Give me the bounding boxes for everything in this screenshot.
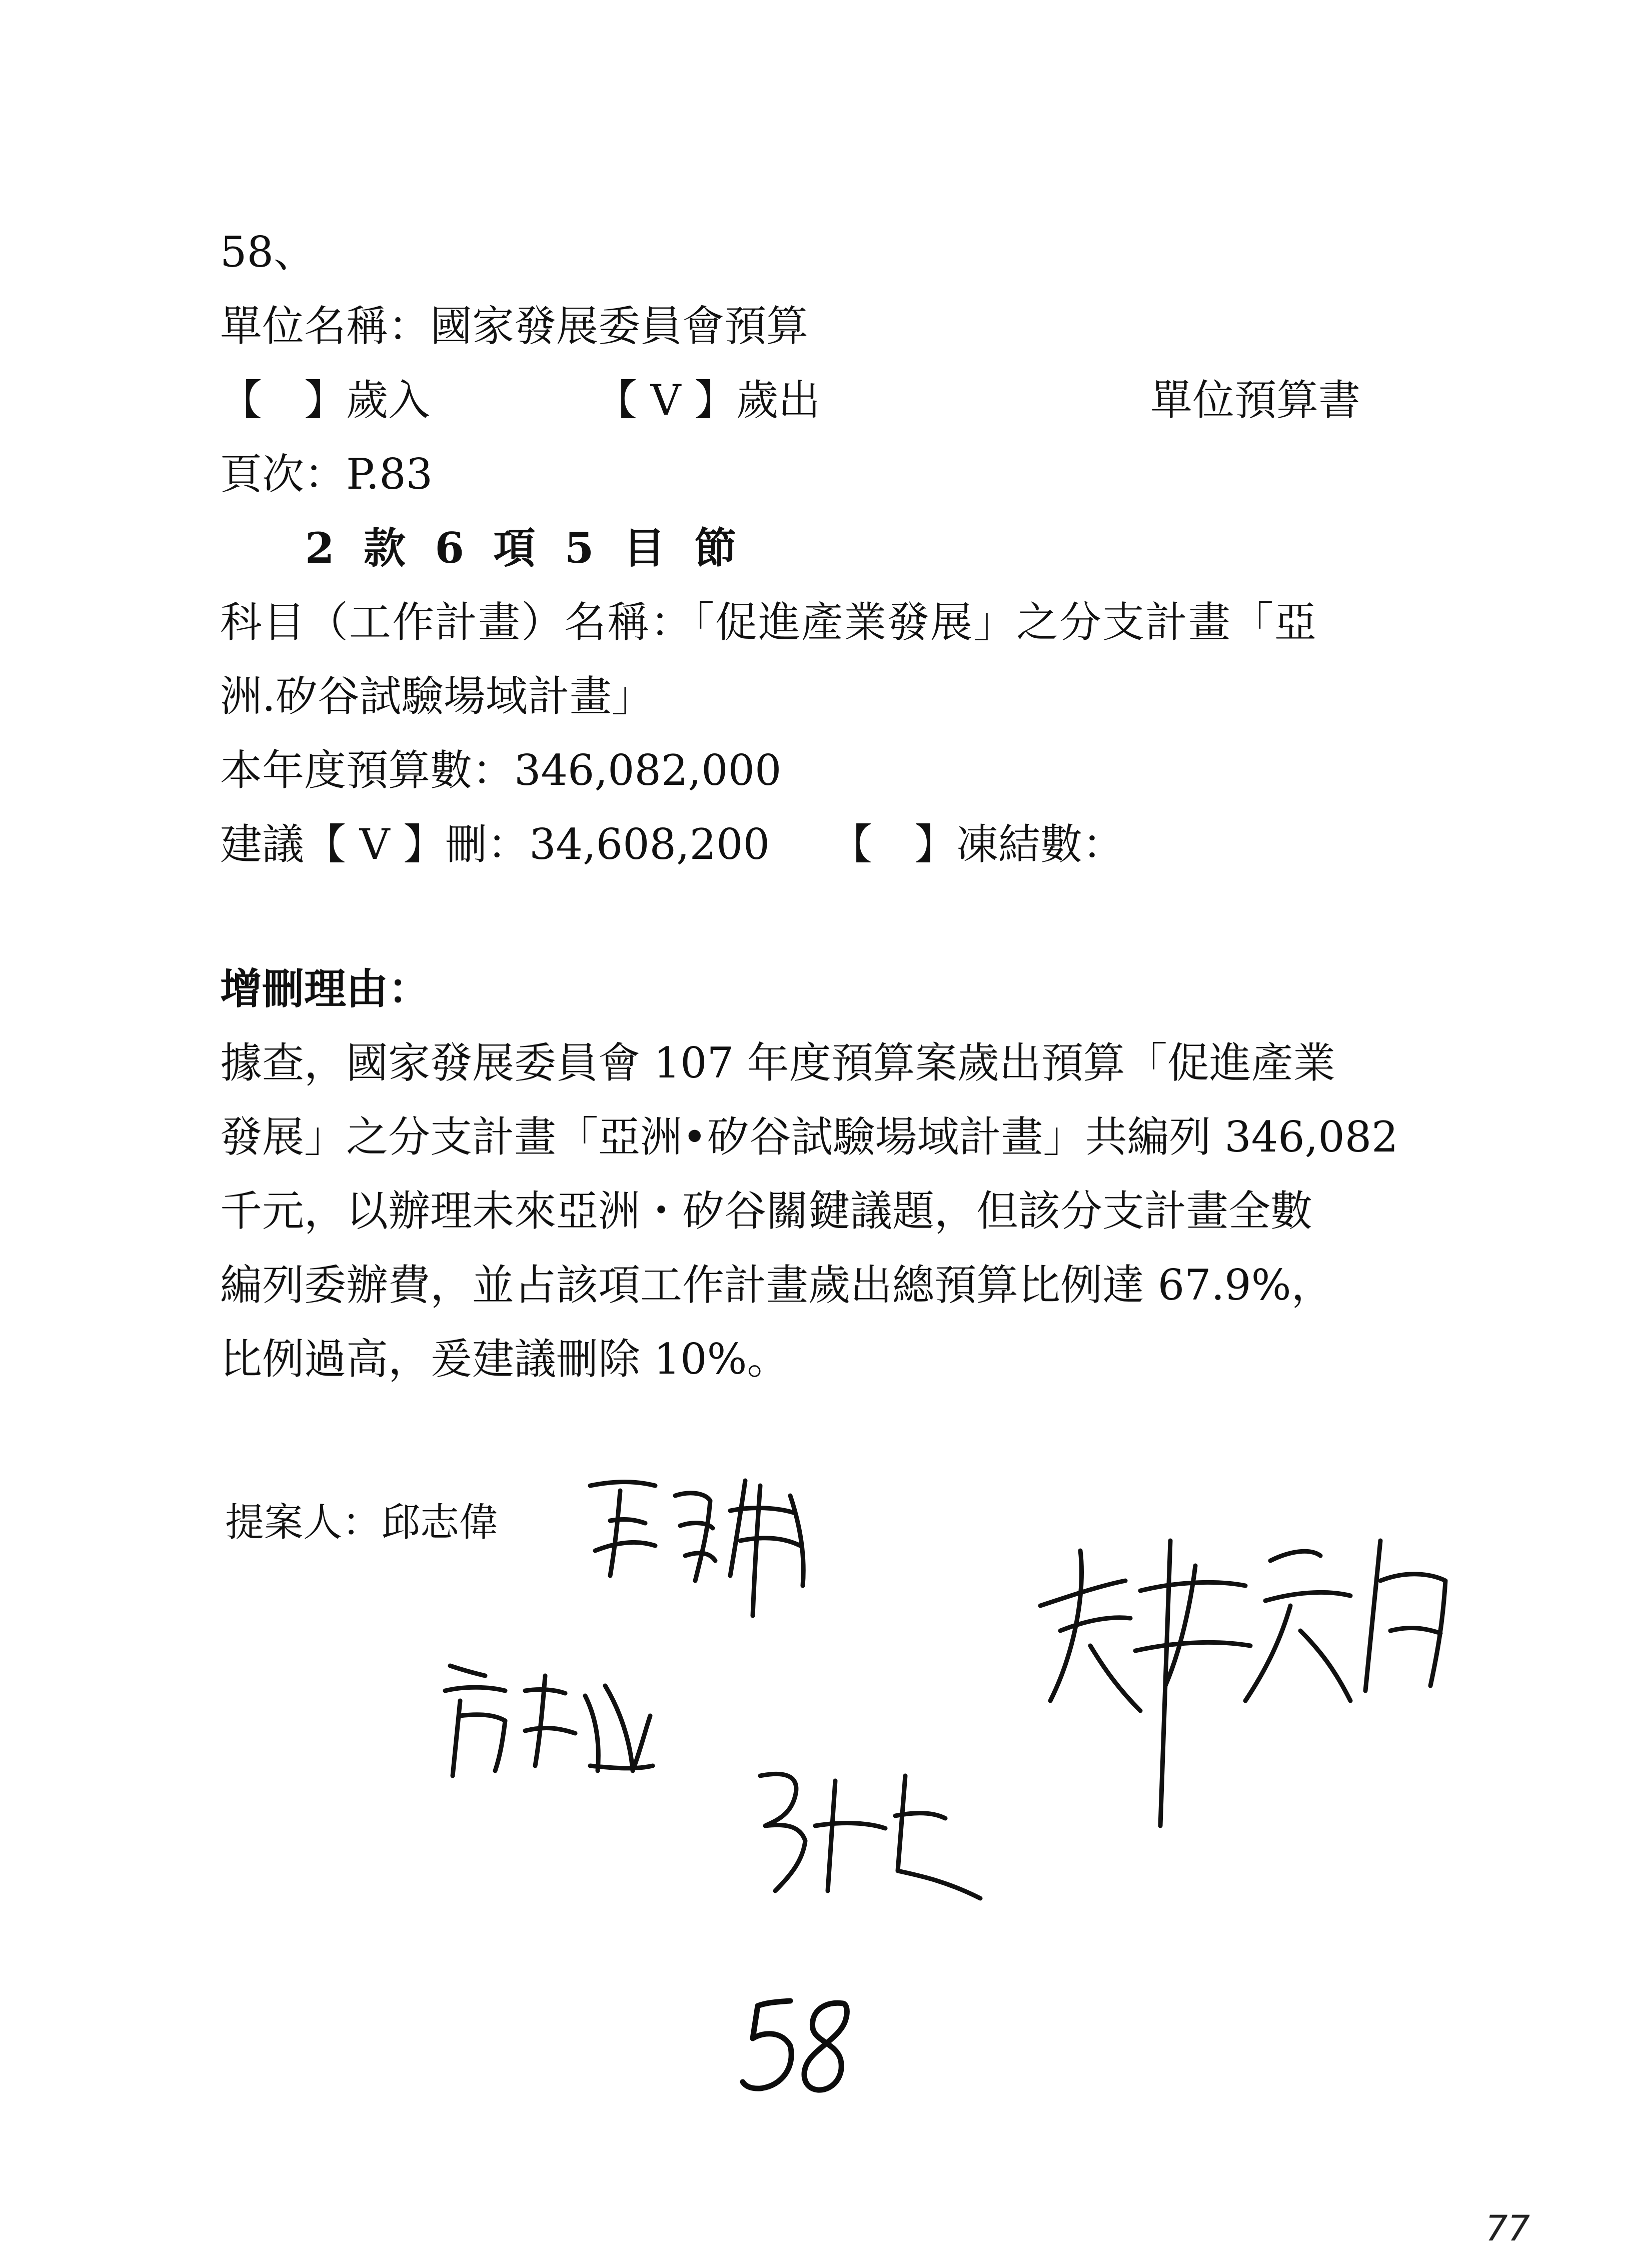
reason-line: 編列委辦費，並占該項工作計畫歲出總預算比例達 67.9%， xyxy=(220,1261,1333,1310)
budget-amount: 本年度預算數：346,082,000 xyxy=(220,746,782,795)
reason-line: 比例過高，爰建議刪除 10%。 xyxy=(220,1335,789,1384)
subject-line-2: 洲.矽谷試驗場域計畫」 xyxy=(220,672,654,721)
signature-3 xyxy=(745,1756,1005,1906)
reason-line: 千元，以辦理未來亞洲・矽谷關鍵議題，但該分支計畫全數 xyxy=(220,1187,1313,1236)
signature-1 xyxy=(580,1466,840,1631)
subject-line-1: 科目（工作計畫）名稱：「促進產業發展」之分支計畫「亞 xyxy=(220,598,1318,647)
budget-section: 2 款 6 項 5 目 節 xyxy=(305,523,737,573)
proposer: 提案人：邱志偉 xyxy=(225,1500,499,1545)
item-number: 58、 xyxy=(220,228,316,277)
signature-2 xyxy=(430,1651,660,1791)
unit-name: 單位名稱：國家發展委員會預算 xyxy=(220,302,809,351)
reason-line: 發展」之分支計畫「亞洲•矽谷試驗場域計畫」共編列 346,082 xyxy=(220,1112,1398,1162)
revenue-flag: 【 】歲入 xyxy=(220,376,431,425)
freeze-amount: 【 】凍結數： xyxy=(830,820,1125,869)
corner-page-number: 77 xyxy=(1485,2208,1530,2249)
reason-heading: 增刪理由： xyxy=(220,964,431,1013)
reason-line: 據查，國家發展委員會 107 年度預算案歲出預算「促進產業 xyxy=(220,1038,1335,1087)
expenditure-flag: 【 V 】歲出 xyxy=(595,376,821,425)
suggest-delete: 建議【 V 】刪：34,608,200 xyxy=(220,820,770,869)
signature-4 xyxy=(1030,1521,1460,1841)
page-reference: 頁次：P.83 xyxy=(220,450,433,499)
book-type: 單位預算書 xyxy=(1150,376,1361,425)
